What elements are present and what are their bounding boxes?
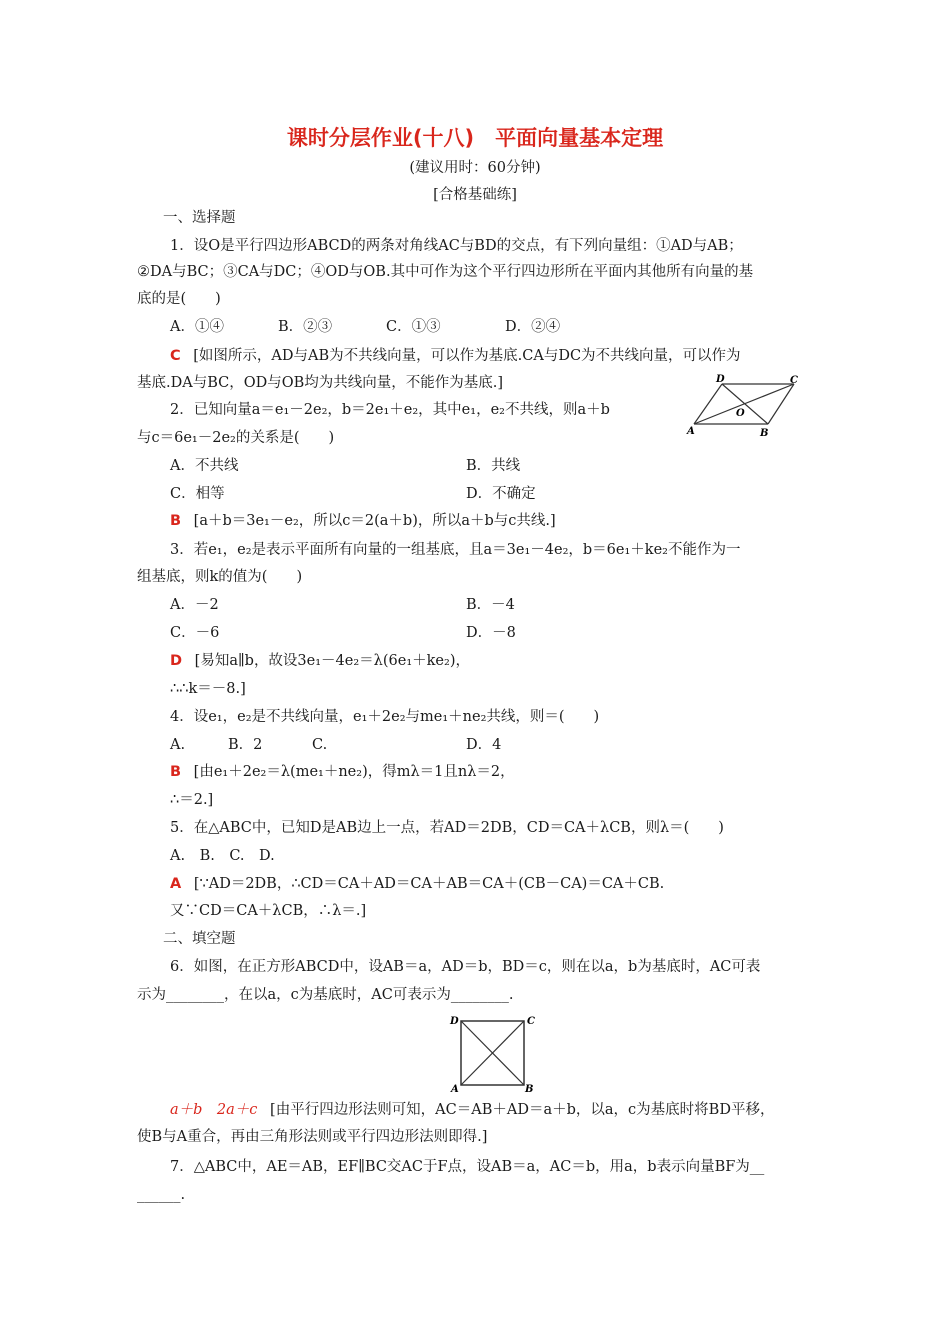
- q1-explanation-line2: 基底.DA与BC，OD与OB均为共线向量，不能作为基底.]: [137, 375, 504, 391]
- fig1-label-a: A: [687, 426, 695, 437]
- time-hint: (建议用时：60分钟): [409, 160, 541, 176]
- q2-option-a: A．不共线: [170, 458, 239, 474]
- q3-option-b: B．－4: [466, 597, 515, 613]
- q3-option-a: A．－2: [170, 597, 219, 613]
- square-figure: [448, 1012, 538, 1094]
- fig1-label-o: O: [736, 408, 745, 419]
- q5-explanation-line1: [170, 874, 664, 894]
- q1-explanation-text: [如图所示，AD与AB为不共线向量，可以作为基底.CA与DC为不共线向量，可以作为: [193, 348, 741, 364]
- q3-line2: 组基底，则k的值为( ): [137, 569, 303, 585]
- q4-option-a: A.: [170, 737, 186, 753]
- fig2-label-a: A: [451, 1084, 459, 1094]
- page-title: 课时分层作业(十八) 平面向量基本定理: [286, 126, 664, 150]
- q1-option-c: C．①③: [386, 319, 441, 335]
- q1-option-b: B．②③: [278, 319, 333, 335]
- q6-line1: 6．如图，在正方形ABCD中，设AB＝a，AD＝b，BD＝c，则在以a，b为基底时，AC可表: [170, 959, 761, 975]
- q1-option-a: A．①④: [170, 319, 224, 335]
- q5-line1: 5．在△ABC中，已知D是AB边上一点，若AD＝2DB，CD＝CA＋λCB，则λ＝( ): [170, 820, 724, 836]
- q2-answer: B: [170, 513, 182, 529]
- q5-explanation-text: [∵AD＝2DB，∴CD＝CA＋AD＝CA＋AB＝CA＋(CB－CA)＝CA＋CB.: [193, 876, 665, 892]
- q2-line1: 2．已知向量a＝e₁－2e₂，b＝2e₁＋e₂，其中e₁，e₂不共线，则a＋b: [170, 402, 610, 418]
- q7-line2: ______.: [137, 1187, 186, 1203]
- parallelogram-figure: [682, 372, 810, 440]
- q3-option-d: D．－8: [466, 625, 516, 641]
- q7-line1: 7．△ABC中，AE＝AB，EF∥BC交AC于F点，设AB＝a，AC＝b，用a，b表示向量BF为__: [170, 1159, 765, 1175]
- q6-explanation-text: [由平行四边形法则可知，AC＝AB＋AD＝a＋b，以a，c为基底时将BD平移，: [270, 1102, 775, 1118]
- q3-answer: D: [170, 653, 183, 669]
- q4-option-c: C.: [312, 737, 328, 753]
- q5-explanation-line2: 又∵CD＝CA＋λCB，∴λ＝.]: [170, 903, 367, 919]
- q4-line1: 4．设e₁，e₂是不共线向量，e₁＋2e₂与me₁＋ne₂共线，则＝( ): [170, 709, 600, 725]
- q1-answer: C: [170, 348, 181, 364]
- q4-option-b: B．2: [228, 737, 263, 753]
- q3-option-c: C．－6: [170, 625, 220, 641]
- q2-explanation-line1: [170, 511, 556, 531]
- q1-line1: 1．设O是平行四边形ABCD的两条对角线AC与BD的交点，有下列向量组：①AD与AB；: [170, 238, 743, 254]
- fig2-label-d: D: [450, 1016, 459, 1027]
- q1-line3: 底的是( ): [137, 291, 221, 307]
- q3-explanation-line2: ∴∴k＝－8.]: [170, 681, 246, 697]
- q6-answer: a＋b 2a＋c: [170, 1102, 258, 1118]
- q3-explanation-line1: [170, 651, 470, 671]
- q4-answer: B: [170, 764, 182, 780]
- q1-line2: ②DA与BC；③CA与DC；④OD与OB.其中可作为这个平行四边形所在平面内其他所有向量的基: [137, 264, 754, 280]
- q4-explanation-line2: ∴＝2.]: [170, 792, 214, 808]
- q3-explanation-text: [易知a∥b，故设3e₁－4e₂＝λ(6e₁＋ke₂)，: [194, 653, 470, 669]
- q1-explanation-line1: [170, 346, 741, 366]
- q3-line1: 3．若e₁，e₂是表示平面所有向量的一组基底，且a＝3e₁－4e₂，b＝6e₁＋ke₂不能作为一: [170, 542, 741, 558]
- q4-explanation-text: [由e₁＋2e₂＝λ(me₁＋ne₂)，得mλ＝1且nλ＝2，: [193, 764, 515, 780]
- section-tag: [合格基础练]: [433, 187, 517, 203]
- part1-heading: 一、选择题: [163, 210, 236, 226]
- fig1-label-b: B: [760, 428, 769, 439]
- q4-explanation-line1: [170, 762, 515, 782]
- fig1-label-c: C: [790, 375, 798, 386]
- fig1-label-d: D: [716, 374, 725, 385]
- fig2-label-c: C: [527, 1016, 535, 1027]
- q2-option-d: D．不确定: [466, 486, 536, 502]
- q2-option-b: B．共线: [466, 458, 521, 474]
- q2-line2: 与c＝6e₁－2e₂的关系是( ): [137, 430, 335, 446]
- q5-answer: A: [170, 876, 182, 892]
- q6-explanation-line1: [170, 1100, 774, 1120]
- fig2-label-b: B: [525, 1084, 534, 1094]
- q2-explanation-text: [a＋b＝3e₁－e₂，所以c＝2(a＋b)，所以a＋b与c共线.]: [193, 513, 556, 529]
- q5-options: A. B. C. D.: [170, 848, 275, 864]
- part2-heading: 二、填空题: [163, 931, 236, 947]
- q1-option-d: D．②④: [505, 319, 561, 335]
- q6-line2: 示为________，在以a，c为基底时，AC可表示为________.: [137, 987, 514, 1003]
- q6-explanation-line2: 使B与A重合，再由三角形法则或平行四边形法则即得.]: [137, 1129, 488, 1145]
- q4-option-d: D．4: [466, 737, 502, 753]
- q2-option-c: C．相等: [170, 486, 225, 502]
